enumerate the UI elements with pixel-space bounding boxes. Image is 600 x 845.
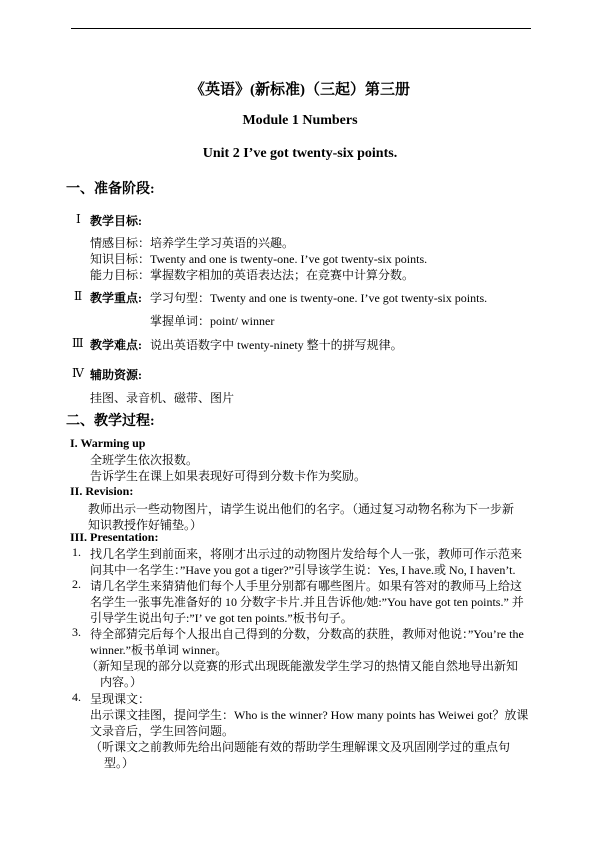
unit-title: Unit 2 I’ve got twenty-six points. — [202, 146, 398, 161]
goals-label: 教学目标: — [90, 214, 142, 228]
item-number: 4. — [72, 690, 81, 704]
item-number: 3. — [72, 625, 81, 639]
module-title: Module 1 Numbers — [242, 113, 358, 128]
item-line: 呈现课文： — [90, 692, 151, 706]
item-number: 2. — [72, 577, 81, 591]
item-note: 内容。） — [100, 675, 143, 689]
difficulties-text: 说出英语数字中 twenty-ninety 整十的拼写规律。 — [150, 338, 403, 352]
item-line: 找几名学生到前面来，将刚才出示过的动物图片发给每个人一张，教师可作示范来 — [90, 547, 523, 561]
warming-label: I. Warming up — [70, 436, 146, 450]
section-prep-heading: 一、准备阶段: — [66, 182, 155, 197]
goal-line: 能力目标：掌握数字相加的英语表达法；在竞赛中计算分数。 — [90, 268, 415, 282]
item-note: （新知呈现的部分以竞赛的形式出现既能激发学生学习的热情又能自然地导出新知 — [86, 659, 519, 673]
revision-line: 知识教授作好铺垫。） — [88, 518, 203, 532]
item-line: 文录音后，学生回答问题。 — [90, 724, 235, 738]
resources-label: 辅助资源: — [90, 368, 142, 382]
keypoints-sentences: 学习句型：Twenty and one is twenty-one. I’ve got twenty-six points. — [150, 291, 488, 305]
keypoints-words: 掌握单词：point/ winner — [150, 314, 275, 328]
item-line: winner.”板书单词 winner。 — [90, 643, 228, 657]
goal-line: 情感目标：培养学生学习英语的兴趣。 — [90, 236, 295, 250]
item-line: （听课文之前教师先给出问题能有效的帮助学生理解课文及巩固刚学过的重点句 — [90, 740, 511, 754]
warming-line: 全班学生依次报数。 — [90, 453, 199, 467]
numeral-3: Ⅲ — [72, 336, 84, 350]
item-line: 引导学生说出句子:”I’ ve got ten points.”板书句子。 — [90, 611, 353, 625]
revision-label: II. Revision: — [70, 484, 134, 498]
item-line: 请几名学生来猜猜他们每个人手里分别都有哪些图片。如果有答对的教师马上给这 — [90, 579, 523, 593]
item-line: 问其中一名学生：”Have you got a tiger?”引导该学生说：Yes, I have.或 No, I haven’t. — [90, 563, 516, 577]
numeral-4: Ⅳ — [72, 366, 84, 380]
keypoints-label: 教学重点: — [90, 291, 142, 305]
section-process-heading: 二、教学过程: — [66, 414, 155, 429]
numeral-1: Ⅰ — [76, 212, 81, 226]
doc-title: 《英语》(新标准)（三起）第三册 — [190, 82, 410, 98]
presentation-label: III. Presentation: — [70, 530, 159, 544]
header-rule — [71, 28, 531, 29]
revision-line: 教师出示一些动物图片，请学生说出他们的名字。（通过复习动物名称为下一步新 — [88, 502, 515, 516]
item-line: 名学生一张事先准备好的 10 分数字卡片.并且告诉他/她:”You have got ten points.” 并 — [90, 595, 524, 609]
numeral-2: Ⅱ — [74, 289, 83, 303]
item-line: 出示课文挂图，提问学生：Who is the winner? How many points has Weiwei got？放课 — [90, 708, 529, 722]
goal-line: 知识目标：Twenty and one is twenty-one. I’ve got twenty-six points. — [90, 252, 428, 266]
warming-line: 告诉学生在课上如果表现好可得到分数卡作为奖励。 — [90, 469, 367, 483]
resources-text: 挂图、录音机、磁带、图片 — [90, 391, 235, 405]
item-line: 待全部猜完后每个人报出自己得到的分数，分数高的获胜，教师对他说：”You’re the — [90, 627, 524, 641]
item-line: 型。） — [104, 756, 135, 770]
item-number: 1. — [72, 545, 81, 559]
difficulties-label: 教学难点: — [90, 338, 142, 352]
